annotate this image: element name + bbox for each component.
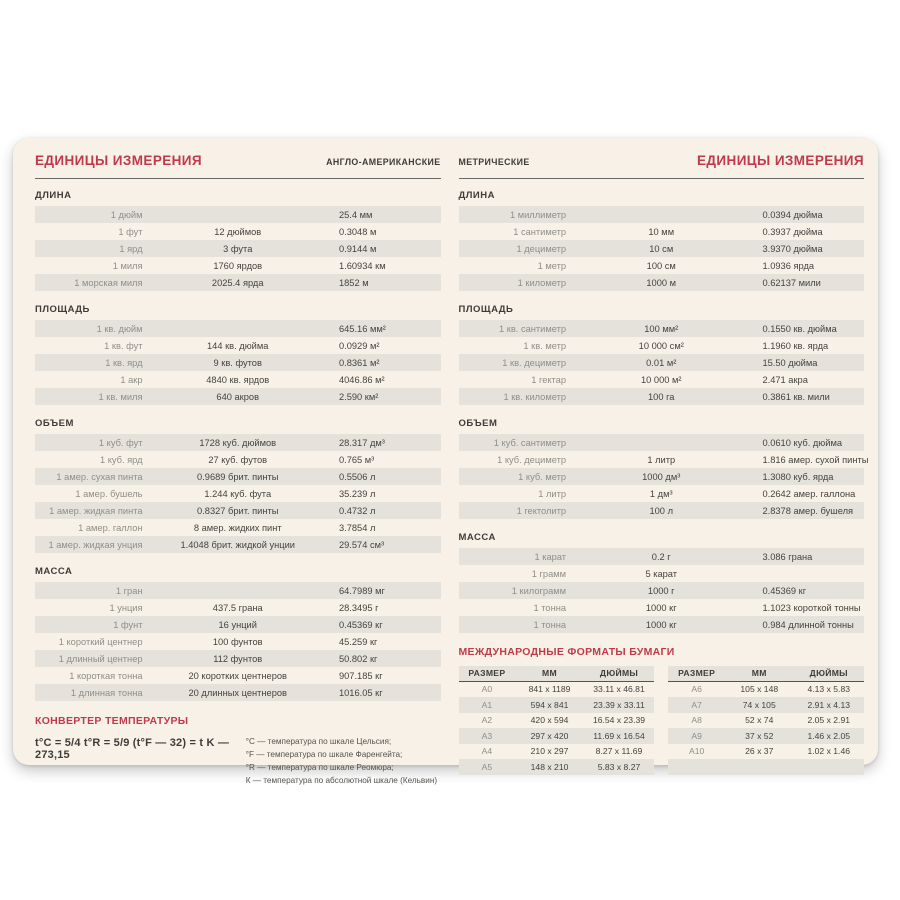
unit-sections-metric	[458, 190, 869, 633]
table-row	[459, 485, 865, 502]
paper-row	[668, 713, 864, 729]
unit-equivalent: 4840 кв. ярдов	[206, 374, 270, 385]
unit-equivalent: 3 фута	[223, 243, 253, 254]
unit-label: 1 кв. дециметр	[502, 357, 567, 368]
table-row	[459, 548, 865, 565]
temperature-note: °C — температура по шкале Цельсия;	[245, 737, 392, 746]
table-row	[35, 206, 441, 223]
paper-mm: 52 x 74	[745, 715, 774, 726]
paper-mm: 594 x 841	[530, 699, 569, 710]
paper-row	[459, 759, 655, 775]
unit-label: 1 фунт	[113, 619, 143, 630]
units-section	[35, 418, 441, 553]
table-row	[459, 582, 865, 599]
paper-inches: 2.91 x 4.13	[807, 699, 851, 710]
table-row	[459, 371, 865, 388]
paper-row	[668, 744, 864, 760]
unit-value: 1.0936 ярда	[762, 260, 815, 271]
unit-equivalent: 1000 кг	[645, 602, 677, 613]
table-row	[459, 502, 865, 519]
unit-label: 1 тонна	[533, 619, 567, 630]
units-table	[459, 320, 865, 405]
paper-size: A4	[481, 746, 493, 757]
paper-row	[668, 697, 864, 713]
table-row	[459, 468, 865, 485]
paper-size: A5	[481, 761, 493, 772]
unit-value: 1.60934 км	[338, 260, 386, 271]
temperature-formula: t°C = 5/4 t°R = 5/9 (t°F — 32) = t K — 273,15	[35, 737, 230, 761]
paper-col-header: РАЗМЕР	[678, 668, 716, 679]
column-subtitle-metric: МЕТРИЧЕСКИЕ	[458, 157, 530, 167]
unit-value: 1.1960 кв. ярда	[762, 340, 829, 351]
units-section	[459, 532, 865, 633]
table-row	[459, 257, 865, 274]
unit-value: 2.590 км²	[338, 391, 379, 402]
unit-equivalent: 5 карат	[645, 568, 678, 579]
page-title: ЕДИНИЦЫ ИЗМЕРЕНИЯ	[35, 153, 202, 168]
paper-size: A10	[688, 746, 705, 757]
unit-value: 0.62137 мили	[762, 277, 821, 288]
paper-inches: 11.69 x 16.54	[593, 730, 645, 741]
unit-value: 1.1023 короткой тонны	[762, 602, 861, 613]
unit-label: 1 кв. метр	[523, 340, 567, 351]
column-header-left	[35, 148, 441, 179]
unit-value: 25.4 мм	[338, 209, 373, 220]
unit-value: 3.7854 л	[338, 522, 376, 533]
unit-value: 0.9144 м	[338, 243, 377, 254]
reference-card	[13, 138, 878, 786]
unit-label: 1 кв. ярд	[105, 357, 143, 368]
table-row	[459, 320, 865, 337]
unit-label: 1 куб. сантиметр	[493, 437, 567, 448]
unit-equivalent: 1 литр	[647, 454, 676, 465]
unit-label: 1 грамм	[531, 568, 567, 579]
paper-size: A3	[481, 730, 493, 741]
paper-inches: 1.46 x 2.05	[807, 730, 851, 741]
unit-label: 1 акр	[120, 374, 143, 385]
units-table	[459, 548, 865, 633]
units-section	[35, 566, 441, 701]
anglo-american-column	[35, 148, 441, 786]
table-row	[35, 320, 441, 337]
unit-value: 28.317 дм³	[338, 437, 385, 448]
table-row	[35, 451, 441, 468]
unit-value: 64.7989 мг	[338, 585, 385, 596]
unit-label: 1 короткий центнер	[58, 636, 143, 647]
unit-label: 1 кв. километр	[503, 391, 567, 402]
units-section	[35, 304, 441, 405]
paper-mm: 420 x 594	[530, 715, 569, 726]
unit-equivalent: 12 дюймов	[214, 226, 262, 237]
unit-equivalent: 9 кв. футов	[213, 357, 262, 368]
unit-equivalent: 10 000 м²	[640, 374, 682, 385]
paper-col-header: ММ	[751, 668, 767, 679]
unit-label: 1 куб. метр	[518, 471, 567, 482]
unit-value: 1016.05 кг	[338, 687, 383, 698]
unit-equivalent: 16 унций	[218, 619, 257, 630]
temperature-note: °R — температура по шкале Реомюра;	[245, 763, 394, 773]
unit-label: 1 ярд	[119, 243, 143, 254]
unit-equivalent: 100 см	[646, 260, 676, 271]
paper-mm: 37 x 52	[745, 730, 774, 741]
section-heading: ОБЪЕМ	[458, 418, 498, 429]
paper-inches: 2.05 x 2.91	[807, 715, 851, 726]
paper-table-a0-a5	[459, 666, 655, 775]
unit-equivalent: 8 амер. жидких пинт	[193, 522, 282, 533]
unit-value: 0.3937 дюйма	[762, 226, 823, 237]
unit-value: 0.0929 м²	[338, 340, 380, 351]
unit-label: 1 сантиметр	[513, 226, 567, 237]
unit-equivalent: 1000 м	[646, 277, 677, 288]
table-row	[459, 337, 865, 354]
unit-label: 1 короткая тонна	[69, 670, 143, 681]
unit-equivalent: 100 л	[649, 505, 673, 516]
section-heading: ПЛОЩАДЬ	[35, 304, 90, 315]
table-row	[35, 434, 441, 451]
paper-size: A7	[691, 699, 702, 710]
unit-label: 1 куб. дециметр	[497, 454, 567, 465]
section-heading: МАССА	[458, 532, 496, 543]
unit-value: 28.3495 г	[338, 602, 379, 613]
unit-value: 29.574 см³	[338, 539, 385, 550]
table-row	[35, 468, 441, 485]
page-title-right: ЕДИНИЦЫ ИЗМЕРЕНИЯ	[697, 153, 864, 168]
section-heading: ДЛИНА	[35, 190, 72, 201]
section-heading: ПЛОЩАДЬ	[458, 304, 514, 315]
paper-row	[459, 697, 655, 713]
unit-value: 0.0610 куб. дюйма	[762, 437, 843, 448]
paper-inches: 4.13 x 5.83	[807, 684, 851, 695]
unit-label: 1 амер. галлон	[78, 522, 143, 533]
unit-equivalent: 1000 кг	[645, 619, 677, 630]
paper-inches: 23.39 x 33.11	[593, 699, 645, 710]
unit-equivalent: 1.4048 брит. жидкой унции	[180, 539, 296, 550]
paper-size: A2	[481, 715, 493, 726]
unit-equivalent: 437.5 грана	[212, 602, 263, 613]
paper-size: A6	[691, 684, 702, 695]
paper-table-a6-a10	[668, 666, 864, 775]
paper-formats	[459, 646, 865, 775]
units-table	[459, 434, 869, 519]
unit-value: 0.3861 кв. мили	[762, 391, 830, 402]
unit-equivalent: 20 длинных центнеров	[188, 687, 287, 698]
paper-header-row	[668, 666, 864, 682]
unit-equivalent: 1000 г	[647, 585, 675, 596]
unit-label: 1 миля	[112, 260, 143, 271]
unit-equivalent: 0.01 м²	[646, 357, 677, 368]
unit-label: 1 фут	[118, 226, 143, 237]
unit-value: 0.8361 м²	[338, 357, 380, 368]
paper-row	[459, 728, 655, 744]
table-row	[459, 616, 865, 633]
section-heading: ОБЪЕМ	[35, 418, 74, 429]
unit-equivalent: 144 кв. дюйма	[207, 340, 269, 351]
unit-value: 45.259 кг	[338, 636, 378, 647]
unit-label: 1 морская миля	[74, 277, 143, 288]
unit-equivalent: 10 мм	[648, 226, 675, 237]
unit-label: 1 килограмм	[511, 585, 567, 596]
unit-value: 0.4732 л	[338, 505, 376, 516]
unit-equivalent: 100 га	[648, 391, 675, 402]
paper-inches: 8.27 x 11.69	[595, 746, 643, 757]
section-heading: МАССА	[35, 566, 73, 577]
section-heading: ДЛИНА	[458, 190, 495, 201]
paper-mm: 148 x 210	[530, 761, 569, 772]
unit-value: 0.2642 амер. галлона	[762, 488, 856, 499]
unit-value: 1.816 амер. сухой пинты	[762, 454, 869, 465]
paper-mm: 105 x 148	[740, 684, 779, 695]
unit-label: 1 дюйм	[110, 209, 143, 220]
unit-value: 645.16 мм²	[338, 323, 386, 334]
paper-formats-tables	[459, 666, 865, 775]
table-row	[35, 536, 441, 553]
unit-label: 1 миллиметр	[509, 209, 567, 220]
unit-label: 1 куб. ярд	[99, 454, 143, 465]
unit-label: 1 амер. бушель	[75, 488, 143, 499]
unit-label: 1 километр	[517, 277, 567, 288]
unit-equivalent: 1.244 куб. фута	[204, 488, 272, 499]
table-row	[459, 223, 865, 240]
unit-label: 1 кв. дюйм	[96, 323, 143, 334]
unit-value: 907.185 кг	[338, 670, 383, 681]
units-section	[459, 190, 865, 291]
unit-equivalent: 1 дм³	[649, 488, 673, 499]
paper-header-row	[459, 666, 655, 682]
unit-value: 1852 м	[338, 277, 369, 288]
unit-sections-anglo	[35, 190, 441, 701]
unit-label: 1 кв. миля	[98, 391, 143, 402]
unit-label: 1 гран	[115, 585, 143, 596]
units-table	[35, 434, 441, 553]
paper-row	[668, 728, 864, 744]
temperature-body	[35, 735, 441, 788]
paper-col-header: ММ	[542, 668, 557, 679]
unit-label: 1 длинный центнер	[58, 653, 143, 664]
unit-value: 0.1550 кв. дюйма	[762, 323, 837, 334]
table-row	[35, 337, 441, 354]
unit-equivalent: 10 000 см²	[638, 340, 684, 351]
table-row	[35, 667, 441, 684]
unit-value: 0.45369 кг	[762, 585, 807, 596]
unit-equivalent: 1760 ярдов	[213, 260, 263, 271]
unit-value: 0.5506 л	[338, 471, 376, 482]
table-row	[35, 257, 441, 274]
paper-row	[459, 713, 655, 729]
units-table	[35, 206, 441, 291]
paper-row	[459, 744, 655, 760]
table-row	[35, 519, 441, 536]
paper-row	[459, 682, 655, 698]
unit-label: 1 унция	[109, 602, 143, 613]
unit-value: 0.984 длинной тонны	[762, 619, 854, 630]
unit-label: 1 гектолитр	[516, 505, 567, 516]
table-row	[35, 650, 441, 667]
table-row	[35, 354, 441, 371]
table-row	[459, 240, 865, 257]
unit-label: 1 карат	[534, 551, 567, 562]
paper-inches: 5.83 x 8.27	[597, 761, 641, 772]
unit-equivalent: 2025.4 ярда	[211, 277, 264, 288]
table-row	[35, 582, 441, 599]
unit-value: 50.802 кг	[338, 653, 378, 664]
unit-label: 1 гектар	[531, 374, 567, 385]
unit-value: 35.239 л	[338, 488, 376, 499]
unit-value: 2.8378 амер. бушеля	[762, 505, 854, 516]
table-row	[459, 274, 865, 291]
unit-label: 1 литр	[538, 488, 567, 499]
unit-label: 1 амер. жидкая пинта	[49, 505, 143, 516]
units-table	[459, 206, 865, 291]
units-table	[35, 582, 441, 701]
unit-equivalent: 27 куб. футов	[208, 454, 268, 465]
units-section	[458, 418, 869, 519]
temperature-converter	[35, 715, 441, 788]
paper-inches: 16.54 x 23.39	[592, 715, 646, 726]
column-header-right	[459, 148, 865, 179]
paper-size: A9	[691, 730, 702, 741]
unit-equivalent: 112 фунтов	[213, 653, 263, 664]
unit-value: 4046.86 м²	[338, 374, 385, 385]
unit-equivalent: 10 см	[649, 243, 674, 254]
unit-equivalent: 100 фунтов	[212, 636, 263, 647]
unit-value: 15.50 дюйма	[762, 357, 818, 368]
paper-size: A8	[691, 715, 702, 726]
unit-label: 1 куб. фут	[98, 437, 143, 448]
unit-equivalent: 1000 дм³	[642, 471, 681, 482]
unit-value: 0.3048 м	[338, 226, 377, 237]
table-row	[35, 502, 441, 519]
unit-label: 1 длинная тонна	[70, 687, 143, 698]
unit-equivalent: 0.9689 брит. пинты	[197, 471, 279, 482]
paper-mm: 210 x 297	[530, 746, 569, 757]
table-row	[35, 388, 441, 405]
table-row	[35, 240, 441, 257]
paper-col-header: РАЗМЕР	[468, 668, 506, 679]
unit-equivalent: 100 мм²	[644, 323, 679, 334]
column-subtitle-anglo: АНГЛО-АМЕРИКАНСКИЕ	[326, 157, 441, 167]
units-table	[35, 320, 441, 405]
temperature-note: °F — температура по шкале Фаренгейта;	[245, 750, 403, 760]
unit-value: 0.45369 кг	[338, 619, 383, 630]
table-row	[459, 354, 865, 371]
unit-label: 1 метр	[537, 260, 567, 271]
table-row	[459, 434, 865, 451]
paper-size: A0	[481, 684, 493, 695]
table-row	[459, 388, 865, 405]
unit-value: 3.9370 дюйма	[762, 243, 823, 254]
temperature-note: К — температура по абсолютной шкале (Кельвин)	[245, 776, 438, 786]
unit-equivalent: 640 акров	[216, 391, 260, 402]
paper-mm: 841 x 1189	[528, 684, 571, 695]
temperature-heading: КОНВЕРТЕР ТЕМПЕРАТУРЫ	[35, 715, 189, 727]
table-row	[459, 206, 865, 223]
unit-equivalent: 0.8327 брит. пинты	[197, 505, 279, 516]
paper-mm: 297 x 420	[530, 730, 569, 741]
paper-inches: 1.02 x 1.46	[807, 746, 851, 757]
paper-size: A1	[481, 699, 493, 710]
paper-mm: 74 x 105	[742, 699, 776, 710]
unit-value: 0.765 м³	[338, 454, 375, 465]
table-row	[35, 371, 441, 388]
unit-label: 1 кв. фут	[104, 340, 143, 351]
paper-inches: 33.11 x 46.81	[593, 684, 645, 695]
unit-label: 1 дециметр	[516, 243, 567, 254]
table-row	[35, 633, 441, 650]
units-section	[35, 190, 441, 291]
paper-col-header: ДЮЙМЫ	[809, 668, 848, 679]
unit-value: 2.471 акра	[762, 374, 808, 385]
paper-row	[668, 682, 864, 698]
units-section	[459, 304, 865, 405]
temperature-notes	[238, 735, 441, 788]
table-row	[459, 451, 869, 468]
paper-col-header: ДЮЙМЫ	[599, 668, 639, 679]
unit-label: 1 амер. сухая пинта	[56, 471, 143, 482]
unit-label: 1 амер. жидкая унция	[48, 539, 143, 550]
table-row	[35, 274, 441, 291]
unit-label: 1 кв. сантиметр	[499, 323, 567, 334]
paper-row	[668, 759, 864, 775]
table-row	[35, 485, 441, 502]
unit-label: 1 тонна	[533, 602, 567, 613]
table-row	[35, 223, 441, 240]
table-row	[459, 599, 865, 616]
unit-equivalent: 1728 куб. дюймов	[199, 437, 277, 448]
unit-value: 3.086 грана	[762, 551, 813, 562]
metric-column	[458, 148, 869, 772]
unit-equivalent: 0.2 г	[651, 551, 671, 562]
paper-mm: 26 x 37	[745, 746, 774, 757]
unit-value: 0.0394 дюйма	[762, 209, 823, 220]
table-row	[35, 616, 441, 633]
table-row	[459, 565, 865, 582]
table-row	[35, 599, 441, 616]
paper-formats-heading: МЕЖДУНАРОДНЫЕ ФОРМАТЫ БУМАГИ	[458, 646, 675, 658]
unit-value: 1.3080 куб. ярда	[762, 471, 834, 482]
table-row	[35, 684, 441, 701]
unit-equivalent: 20 коротких центнеров	[188, 670, 287, 681]
